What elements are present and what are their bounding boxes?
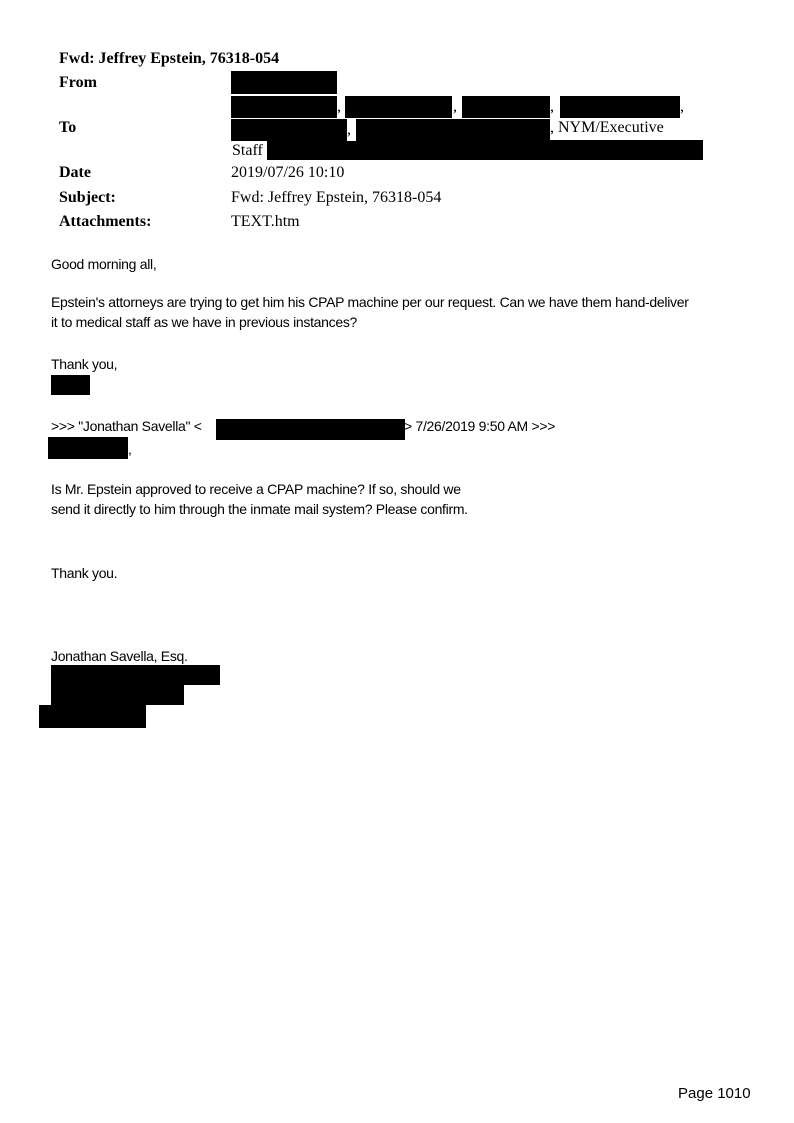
attachment-link[interactable]: TEXT.htm [231, 213, 300, 230]
redaction-box [231, 96, 337, 118]
subject-label: Subject: [59, 189, 116, 206]
recipient-separator: , [337, 98, 341, 115]
quoted-question-line: send it directly to him through the inmate mail system? Please confirm. [51, 501, 468, 517]
body-paragraph-line: Epstein's attorneys are trying to get him his CPAP machine per our request. Can we have them hand-deliver [51, 294, 689, 310]
redaction-box [560, 96, 680, 118]
redaction-box [231, 71, 337, 94]
redaction-box [356, 119, 550, 141]
recipient-separator: , [680, 98, 684, 115]
redaction-box [345, 96, 452, 118]
date-label: Date [59, 164, 91, 181]
redaction-box [216, 419, 405, 440]
recipient-separator: , [550, 98, 554, 115]
recipient-group-staff: Staff [232, 142, 263, 159]
redaction-box [39, 705, 146, 728]
quote-header-prefix: >>> "Jonathan Savella" < [51, 418, 202, 434]
date-value: 2019/07/26 10:10 [231, 164, 345, 181]
to-label: To [59, 119, 77, 136]
recipient-group: , NYM/Executive [550, 119, 664, 136]
body-paragraph-line: it to medical staff as we have in previous instances? [51, 314, 358, 330]
redaction-box [51, 685, 184, 705]
signoff-line: Thank you, [51, 356, 118, 372]
attachments-label: Attachments: [59, 213, 152, 230]
subject-value: Fwd: Jeffrey Epstein, 76318-054 [231, 189, 442, 206]
email-title: Fwd: Jeffrey Epstein, 76318-054 [59, 50, 280, 67]
redaction-box [267, 141, 409, 160]
quote-header-suffix: > 7/26/2019 9:50 AM >>> [404, 418, 556, 434]
redaction-box [462, 96, 550, 118]
signature-name: Jonathan Savella, Esq. [51, 648, 188, 664]
page-number: Page 1010 [678, 1085, 751, 1102]
from-label: From [59, 74, 97, 91]
redaction-box [409, 140, 703, 160]
redaction-box [51, 665, 220, 685]
quote-salutation-comma: , [128, 441, 132, 457]
greeting-line: Good morning all, [51, 256, 157, 272]
redaction-box [48, 437, 128, 459]
redaction-box [231, 119, 347, 141]
recipient-separator: , [347, 121, 351, 138]
thanks-line: Thank you. [51, 565, 118, 581]
recipient-separator: , [453, 98, 457, 115]
quoted-question-line: Is Mr. Epstein approved to receive a CPAP machine? If so, should we [51, 481, 461, 497]
redaction-box [51, 375, 90, 395]
